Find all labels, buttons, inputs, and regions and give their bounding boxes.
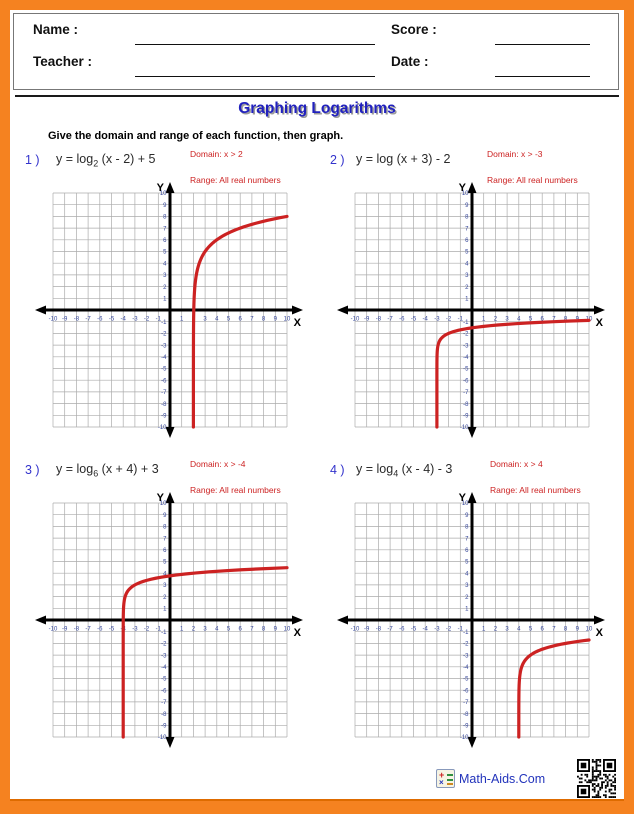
svg-text:3: 3 [465, 583, 469, 590]
svg-text:-8: -8 [375, 316, 382, 323]
problem-3-number: 3 ) [25, 463, 40, 477]
svg-text:1: 1 [163, 296, 167, 303]
svg-text:1: 1 [180, 626, 184, 633]
svg-text:2: 2 [465, 594, 469, 601]
svg-text:-10: -10 [350, 316, 360, 323]
svg-text:X: X [595, 627, 603, 639]
svg-text:6: 6 [540, 626, 544, 633]
svg-text:-8: -8 [161, 401, 167, 408]
svg-text:8: 8 [163, 524, 167, 531]
svg-text:-7: -7 [161, 390, 167, 397]
svg-text:4: 4 [465, 261, 469, 268]
svg-text:10: 10 [585, 316, 593, 323]
problem-1-domain: Domain: x > 2 [190, 149, 243, 159]
svg-text:6: 6 [540, 316, 544, 323]
svg-text:-2: -2 [445, 316, 452, 323]
svg-text:Y: Y [458, 492, 466, 504]
svg-text:5: 5 [226, 316, 231, 323]
svg-text:-4: -4 [161, 355, 167, 361]
svg-text:7: 7 [465, 536, 469, 543]
svg-text:2: 2 [465, 284, 469, 291]
svg-text:-5: -5 [108, 316, 115, 323]
svg-text:7: 7 [163, 536, 167, 543]
svg-text:1: 1 [465, 606, 469, 613]
icon-bar [447, 774, 453, 776]
svg-text:-6: -6 [161, 688, 167, 695]
svg-text:-10: -10 [48, 626, 58, 633]
problem-3-range: Range: All real numbers [190, 485, 281, 495]
svg-text:-5: -5 [410, 316, 417, 323]
equation-rest: (x - 4) - 3 [398, 462, 453, 476]
icon-bar [447, 779, 453, 781]
score-label: Score : [391, 22, 437, 37]
svg-text:-9: -9 [364, 316, 370, 323]
graph-problem-3 [33, 491, 305, 753]
svg-text:-2: -2 [445, 626, 452, 633]
svg-text:-10: -10 [350, 626, 360, 633]
svg-text:-2: -2 [161, 641, 167, 648]
equation-rest: (x + 4) + 3 [98, 462, 159, 476]
svg-text:-9: -9 [62, 316, 68, 323]
svg-text:-4: -4 [161, 665, 167, 671]
svg-text:-10: -10 [157, 425, 167, 432]
svg-text:-7: -7 [387, 316, 393, 323]
problem-2-domain: Domain: x > -3 [487, 149, 543, 159]
svg-text:-4: -4 [463, 665, 469, 671]
svg-text:-5: -5 [161, 676, 167, 683]
date-line [495, 76, 590, 77]
svg-text:8: 8 [261, 316, 266, 323]
svg-text:8: 8 [163, 214, 167, 221]
problem-2-range: Range: All real numbers [487, 175, 578, 185]
qr-code [577, 759, 616, 798]
problem-1-number: 1 ) [25, 153, 40, 167]
svg-text:-5: -5 [108, 626, 115, 633]
teacher-line [135, 76, 375, 77]
svg-text:-4: -4 [463, 355, 469, 361]
svg-text:-1: -1 [463, 629, 469, 636]
svg-text:-4: -4 [422, 626, 428, 633]
problem-2-number: 2 ) [330, 153, 345, 167]
svg-text:-8: -8 [73, 626, 80, 633]
bottom-accent-line [10, 799, 624, 801]
svg-text:1: 1 [465, 296, 469, 303]
svg-text:10: 10 [283, 316, 291, 323]
problem-4-number: 4 ) [330, 463, 345, 477]
svg-text:10: 10 [461, 501, 469, 508]
svg-text:-1: -1 [161, 319, 167, 326]
svg-text:-3: -3 [161, 343, 167, 350]
svg-text:-3: -3 [161, 653, 167, 660]
svg-text:5: 5 [465, 249, 469, 256]
svg-text:Y: Y [156, 182, 164, 194]
svg-text:10: 10 [585, 626, 593, 633]
svg-text:3: 3 [505, 316, 509, 323]
svg-text:9: 9 [465, 512, 469, 519]
svg-text:3: 3 [465, 273, 469, 280]
svg-text:4: 4 [215, 316, 219, 323]
svg-text:5: 5 [226, 626, 231, 633]
svg-text:8: 8 [563, 626, 568, 633]
svg-text:6: 6 [163, 238, 167, 244]
svg-text:6: 6 [238, 316, 242, 323]
svg-text:-5: -5 [161, 366, 167, 373]
svg-text:4: 4 [163, 261, 167, 268]
svg-text:8: 8 [465, 214, 469, 221]
svg-text:10: 10 [159, 501, 167, 508]
equation-prefix: y = log [356, 152, 394, 166]
name-label: Name : [33, 22, 79, 37]
svg-text:-6: -6 [161, 378, 167, 385]
svg-text:-8: -8 [73, 316, 80, 323]
equation-prefix: y = log [56, 152, 94, 166]
svg-text:-6: -6 [97, 626, 103, 633]
svg-text:-7: -7 [161, 700, 167, 707]
svg-text:2: 2 [493, 626, 498, 633]
svg-text:-3: -3 [434, 316, 440, 323]
svg-text:-10: -10 [459, 735, 469, 742]
svg-text:2: 2 [163, 284, 167, 291]
svg-text:9: 9 [273, 316, 277, 323]
svg-text:-6: -6 [97, 316, 103, 323]
equation-rest: (x + 3) - 2 [393, 152, 451, 166]
svg-text:-9: -9 [364, 626, 370, 633]
icon-plus-glyph: + [439, 770, 445, 780]
svg-text:-8: -8 [463, 711, 469, 718]
svg-text:8: 8 [261, 626, 266, 633]
svg-text:4: 4 [465, 571, 469, 578]
svg-text:7: 7 [163, 226, 167, 233]
equation-base: 4 [393, 468, 399, 479]
svg-text:-7: -7 [85, 316, 91, 323]
svg-text:7: 7 [250, 316, 254, 323]
date-label: Date : [391, 54, 429, 69]
icon-bar [447, 783, 453, 785]
svg-text:1: 1 [180, 316, 184, 323]
equation-rest: (x - 2) + 5 [98, 152, 156, 166]
svg-text:7: 7 [552, 626, 556, 633]
graph-problem-1 [33, 181, 305, 443]
problem-1-range: Range: All real numbers [190, 175, 281, 185]
svg-text:-6: -6 [399, 316, 405, 323]
svg-text:-7: -7 [85, 626, 91, 633]
svg-text:-9: -9 [62, 626, 68, 633]
svg-text:-1: -1 [457, 626, 463, 633]
svg-text:4: 4 [163, 571, 167, 578]
svg-text:X: X [293, 627, 301, 639]
svg-text:-1: -1 [155, 626, 161, 633]
svg-text:2: 2 [191, 626, 196, 633]
svg-text:1: 1 [482, 316, 486, 323]
svg-text:-3: -3 [132, 316, 138, 323]
svg-text:-1: -1 [155, 316, 161, 323]
problem-3-equation [56, 462, 159, 479]
svg-text:-10: -10 [48, 316, 58, 323]
svg-text:7: 7 [552, 316, 556, 323]
svg-text:7: 7 [250, 626, 254, 633]
svg-text:2: 2 [493, 316, 498, 323]
svg-text:Y: Y [458, 182, 466, 194]
svg-text:X: X [595, 317, 603, 329]
name-line [135, 44, 375, 45]
svg-text:-9: -9 [463, 413, 469, 420]
equation-prefix: y = log [56, 462, 94, 476]
svg-text:-5: -5 [410, 626, 417, 633]
problem-1-equation [56, 152, 156, 169]
svg-text:3: 3 [203, 316, 207, 323]
svg-text:5: 5 [465, 559, 469, 566]
graph-problem-4 [335, 491, 607, 753]
problem-4-range: Range: All real numbers [490, 485, 581, 495]
problem-4-equation [356, 462, 453, 479]
svg-text:X: X [293, 317, 301, 329]
svg-text:-2: -2 [463, 331, 469, 338]
svg-text:3: 3 [163, 273, 167, 280]
svg-text:10: 10 [283, 626, 291, 633]
svg-text:-3: -3 [132, 626, 138, 633]
svg-text:-7: -7 [463, 390, 469, 397]
svg-text:9: 9 [575, 316, 579, 323]
svg-text:4: 4 [215, 626, 219, 633]
svg-text:5: 5 [163, 249, 167, 256]
svg-text:1: 1 [482, 626, 486, 633]
equation-prefix: y = log [356, 462, 394, 476]
svg-text:8: 8 [465, 524, 469, 531]
svg-text:10: 10 [159, 191, 167, 198]
teacher-label: Teacher : [33, 54, 93, 69]
brand-text: Math-Aids.Com [459, 772, 546, 786]
svg-text:6: 6 [163, 548, 167, 554]
svg-text:-9: -9 [161, 413, 167, 420]
worksheet-title: Graphing Logarithms [238, 100, 396, 117]
svg-text:-2: -2 [161, 331, 167, 338]
svg-text:6: 6 [465, 548, 469, 554]
svg-text:2: 2 [191, 316, 196, 323]
svg-text:6: 6 [238, 626, 242, 633]
svg-text:7: 7 [465, 226, 469, 233]
score-line [495, 44, 590, 45]
svg-text:9: 9 [163, 512, 167, 519]
svg-text:2: 2 [163, 594, 167, 601]
svg-text:-6: -6 [399, 626, 405, 633]
header-box [13, 13, 619, 90]
svg-text:1: 1 [163, 606, 167, 613]
svg-text:-5: -5 [463, 366, 469, 373]
svg-text:Y: Y [156, 492, 164, 504]
svg-text:-6: -6 [463, 688, 469, 695]
svg-text:-5: -5 [463, 676, 469, 683]
problem-4-domain: Domain: x > 4 [490, 459, 543, 469]
equation-base: 6 [93, 468, 99, 479]
instruction-text: Give the domain and range of each function, then graph. [48, 130, 344, 142]
svg-text:3: 3 [163, 583, 167, 590]
svg-text:-4: -4 [120, 316, 126, 323]
svg-text:-4: -4 [422, 316, 428, 323]
svg-text:-2: -2 [143, 626, 150, 633]
svg-text:5: 5 [163, 559, 167, 566]
equation-base: 2 [93, 158, 99, 169]
svg-text:9: 9 [273, 626, 277, 633]
svg-text:4: 4 [517, 316, 521, 323]
problem-3-domain: Domain: x > -4 [190, 459, 246, 469]
svg-text:3: 3 [203, 626, 207, 633]
svg-text:4: 4 [517, 626, 521, 633]
svg-text:10: 10 [461, 191, 469, 198]
svg-text:-6: -6 [463, 378, 469, 385]
svg-text:3: 3 [505, 626, 509, 633]
problem-2-equation [356, 152, 451, 166]
svg-text:-10: -10 [459, 425, 469, 432]
svg-text:-8: -8 [161, 711, 167, 718]
svg-text:-3: -3 [434, 626, 440, 633]
svg-text:-1: -1 [463, 319, 469, 326]
svg-text:-9: -9 [161, 723, 167, 730]
svg-text:-10: -10 [157, 735, 167, 742]
svg-text:9: 9 [575, 626, 579, 633]
svg-text:-4: -4 [120, 626, 126, 633]
svg-text:-3: -3 [463, 653, 469, 660]
svg-text:-3: -3 [463, 343, 469, 350]
svg-text:-8: -8 [375, 626, 382, 633]
svg-text:-9: -9 [463, 723, 469, 730]
icon-multiply-glyph: × [439, 778, 444, 787]
svg-text:9: 9 [163, 202, 167, 209]
svg-text:8: 8 [563, 316, 568, 323]
svg-text:9: 9 [465, 202, 469, 209]
svg-text:-1: -1 [161, 629, 167, 636]
svg-text:-2: -2 [143, 316, 150, 323]
svg-text:5: 5 [528, 316, 533, 323]
svg-text:5: 5 [528, 626, 533, 633]
svg-text:-7: -7 [463, 700, 469, 707]
graph-problem-2 [335, 181, 607, 443]
header-separator [15, 95, 619, 97]
svg-text:-1: -1 [457, 316, 463, 323]
svg-text:-7: -7 [387, 626, 393, 633]
svg-text:-8: -8 [463, 401, 469, 408]
math-aids-icon [436, 769, 455, 788]
svg-text:6: 6 [465, 238, 469, 244]
svg-text:-2: -2 [463, 641, 469, 648]
